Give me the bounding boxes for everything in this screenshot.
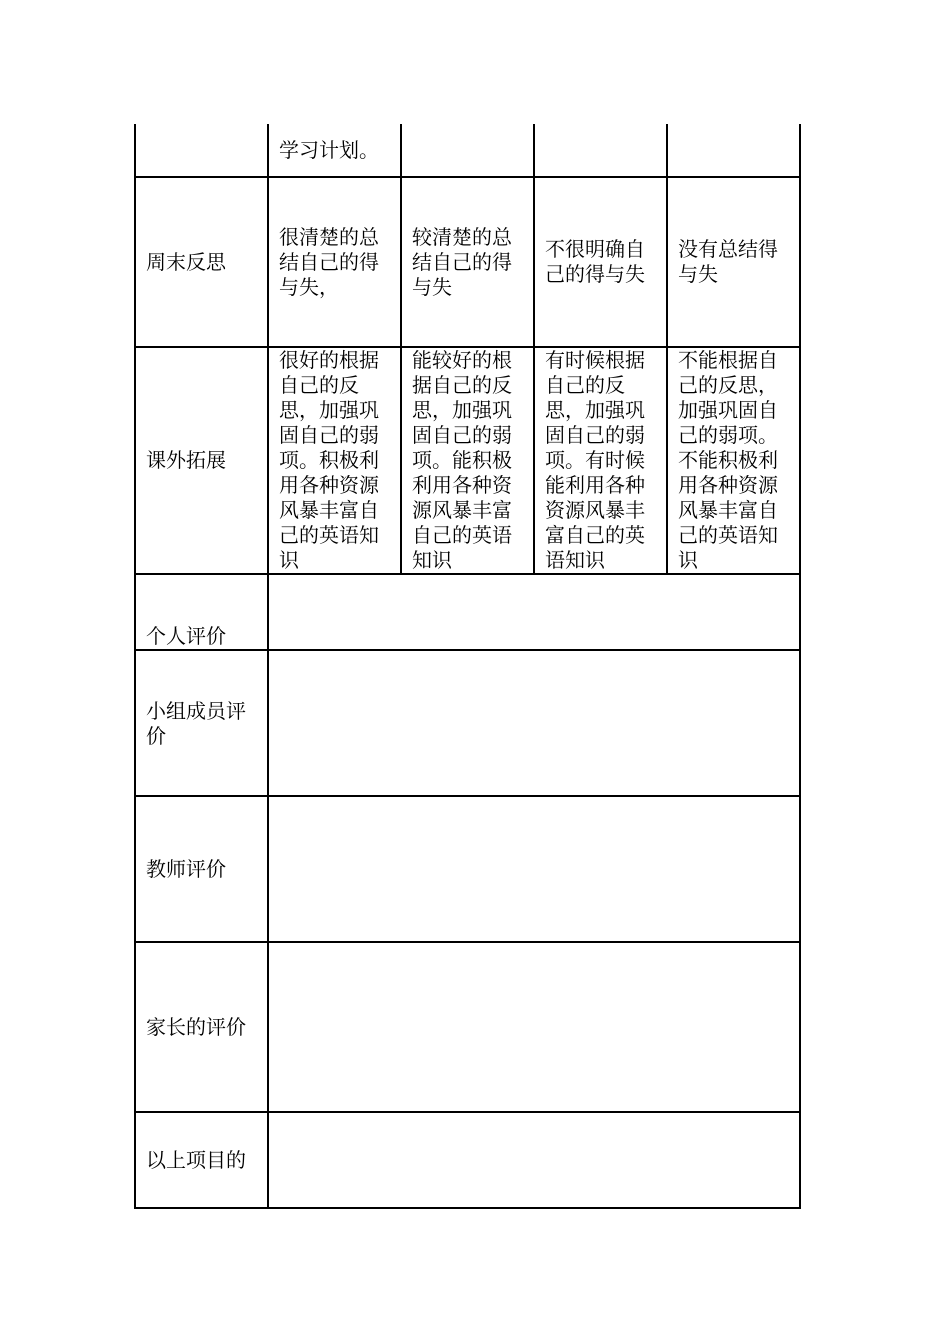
table-row-group (135, 650, 800, 796)
parent-evaluation-cell (268, 942, 800, 1112)
self-evaluation-cell (268, 574, 800, 650)
teacher-evaluation-cell (268, 796, 800, 942)
extension-level-4: 不能根据自己的反思，加强巩固自己的弱项。不能积极利用各种资源风暴丰富自己的英语知识 (667, 347, 800, 574)
weekend-level-3: 不很明确自己的得与失 (534, 177, 667, 347)
group-evaluation-label: 小组成员评价 (135, 650, 268, 796)
table-row-summary (135, 1112, 800, 1208)
weekend-level-1: 很清楚的总结自己的得与失， (268, 177, 401, 347)
self-evaluation-label: 个人评价 (135, 574, 268, 650)
weekend-level-4: 没有总结得与失 (667, 177, 800, 347)
plan-level-1: 学习计划。 (268, 124, 401, 177)
teacher-evaluation-label: 教师评价 (135, 796, 268, 942)
table-row-plan (135, 124, 800, 177)
parent-evaluation-label: 家长的评价 (135, 942, 268, 1112)
table-row-self (135, 574, 800, 650)
weekend-level-2: 较清楚的总结自己的得与失 (401, 177, 534, 347)
table-row-weekend (135, 177, 800, 347)
table-row-parent (135, 942, 800, 1112)
summary-label: 以上项目的 (135, 1112, 268, 1208)
group-evaluation-cell (268, 650, 800, 796)
plan-level-2 (401, 124, 534, 177)
extension-level-3: 有时候根据自己的反思，加强巩固自己的弱项。有时候能利用各种资源风暴丰富自己的英语知识 (534, 347, 667, 574)
table-row-teacher (135, 796, 800, 942)
plan-level-3 (534, 124, 667, 177)
weekend-reflection-label: 周末反思 (135, 177, 268, 347)
table-row-extension (135, 347, 800, 574)
extension-level-2: 能较好的根据自己的反思，加强巩固自己的弱项。能积极利用各种资源风暴丰富自己的英语知识 (401, 347, 534, 574)
evaluation-table (134, 124, 801, 1209)
row-label-empty (135, 124, 268, 177)
summary-cell (268, 1112, 800, 1208)
plan-level-4 (667, 124, 800, 177)
extension-label: 课外拓展 (135, 347, 268, 574)
extension-level-1: 很好的根据自己的反思，加强巩固自己的弱项。积极利用各种资源风暴丰富自己的英语知识 (268, 347, 401, 574)
